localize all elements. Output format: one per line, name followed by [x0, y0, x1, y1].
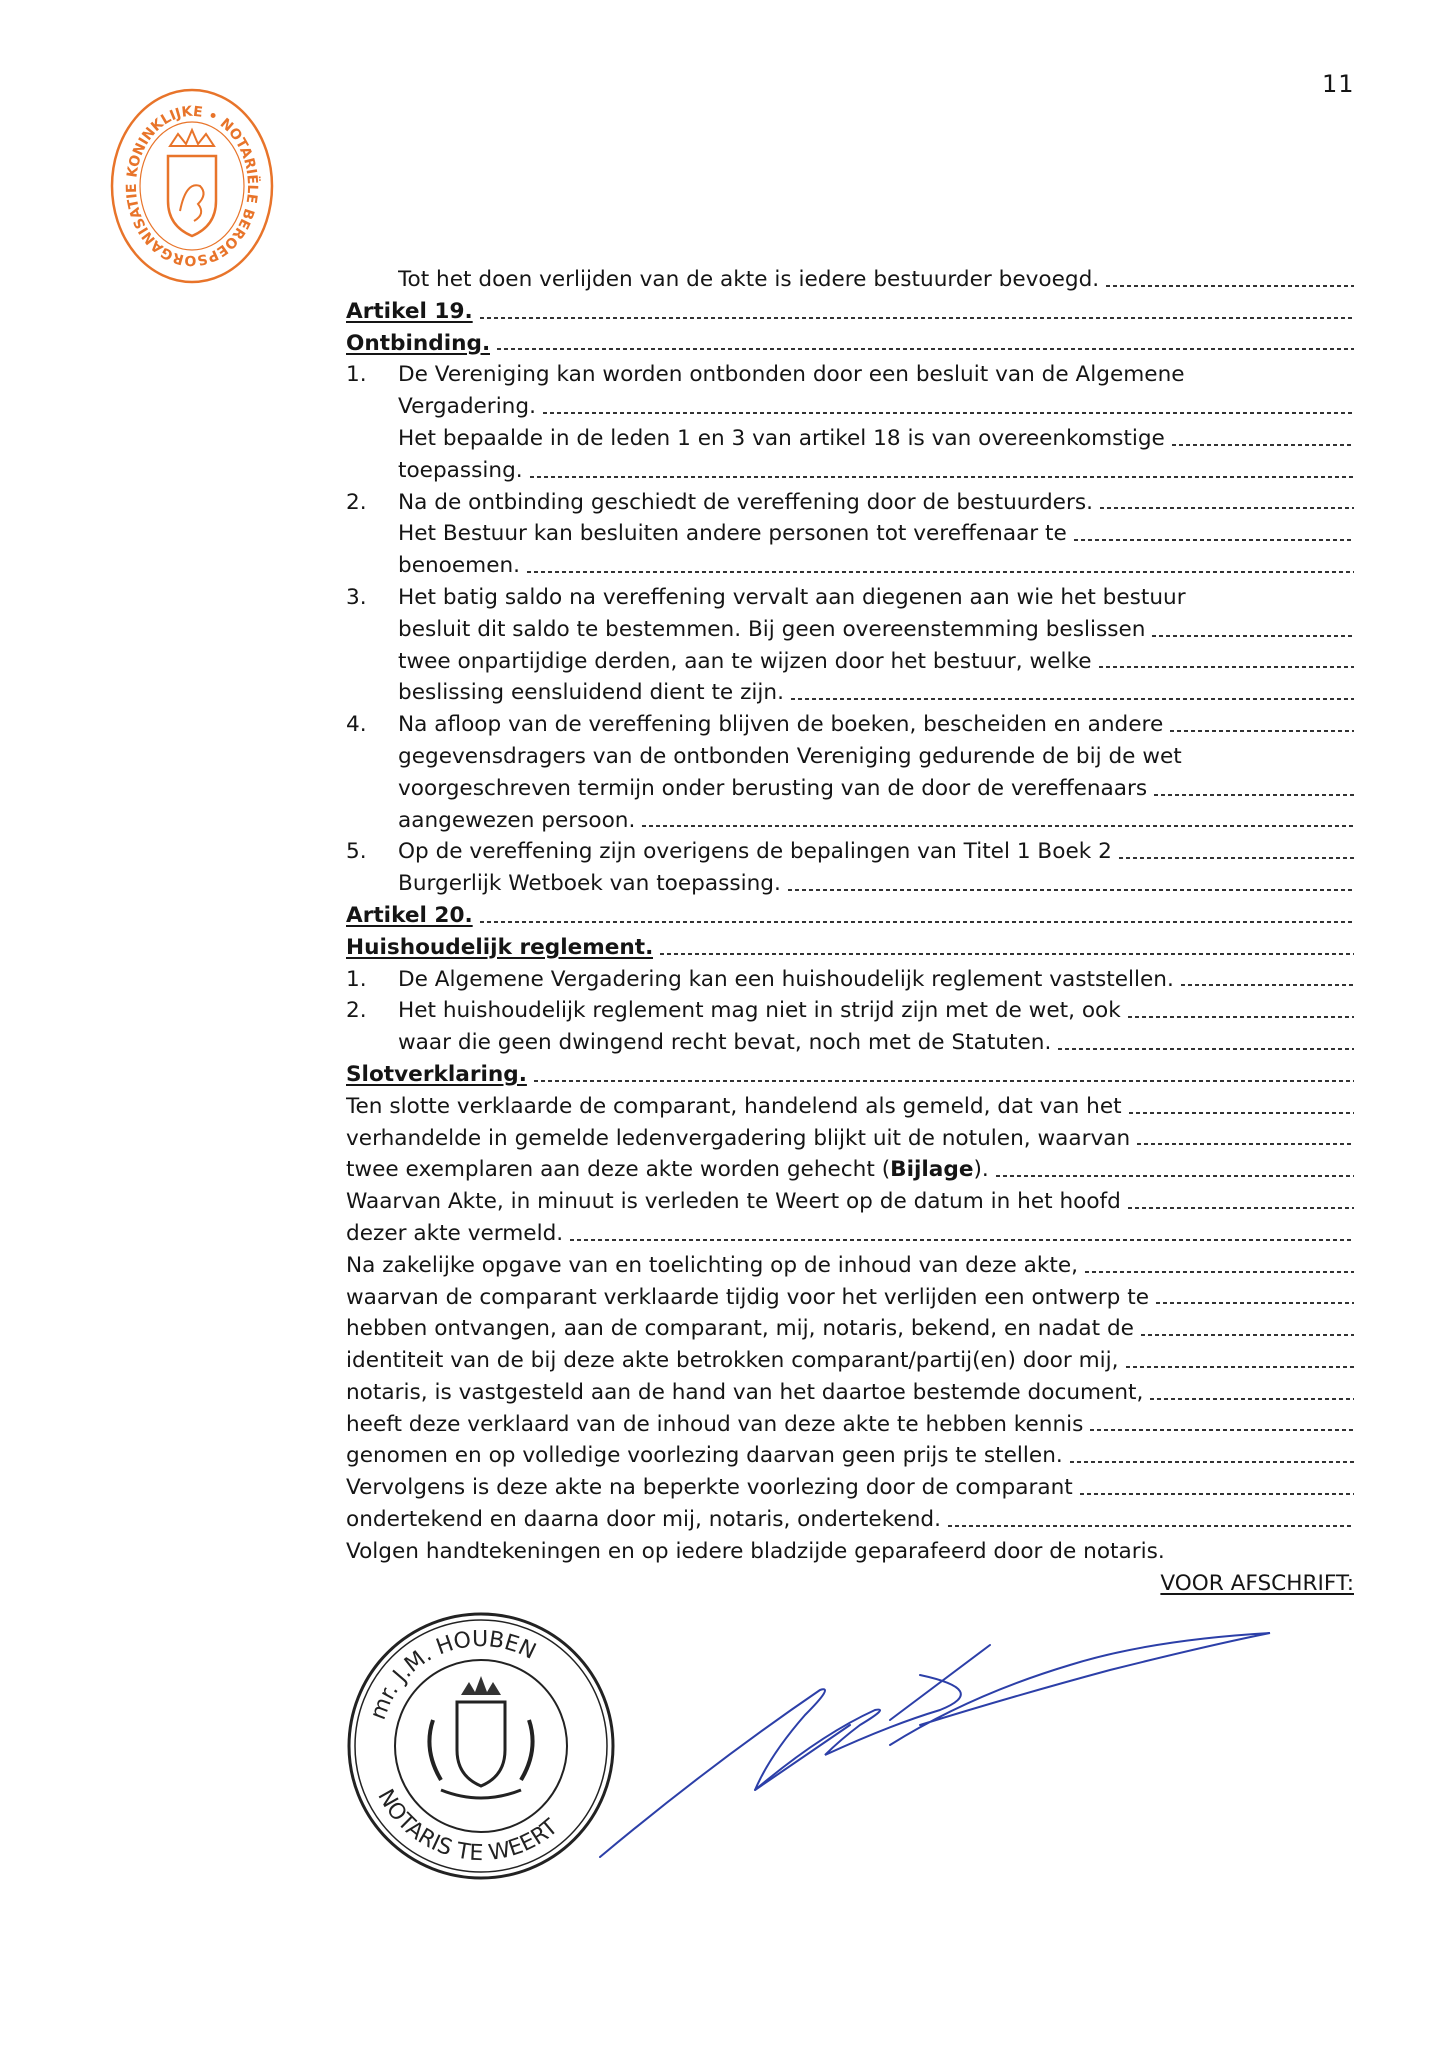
text-line [346, 868, 1354, 900]
line-text: dezer akte vermeld. [346, 1220, 564, 1246]
dash-filler [543, 412, 1354, 414]
text-line [346, 264, 1354, 296]
line-text: Artikel 19. [346, 298, 473, 324]
list-number: 4. [346, 712, 367, 738]
line-text: Na zakelijke opgave van en toelichting op de inhoud van deze akte, [346, 1252, 1079, 1278]
dash-filler [1172, 444, 1354, 446]
dash-filler [1154, 794, 1354, 796]
dash-filler [1126, 1366, 1354, 1368]
line-text: twee onpartijdige derden, aan te wijzen door het bestuur, welke [398, 648, 1092, 674]
line-text: Waarvan Akte, in minuut is verleden te Weert op de datum in het hoofd [346, 1189, 1121, 1215]
dash-filler [1156, 1302, 1354, 1304]
line-text: toepassing. [398, 457, 523, 483]
text-line [346, 1472, 1354, 1504]
page-number: 11 [1322, 70, 1355, 98]
text-line [346, 1568, 1354, 1600]
dash-filler [497, 348, 1354, 350]
dash-filler [1058, 1048, 1354, 1050]
dash-filler [1150, 1398, 1354, 1400]
line-text: heeft deze verklaard van de inhoud van deze akte te hebben kennis [346, 1411, 1084, 1437]
text-line [346, 1536, 1354, 1568]
text-line [346, 1377, 1354, 1409]
line-text: Op de vereffening zijn overigens de bepalingen van Titel 1 Boek 2 [398, 839, 1112, 865]
text-line [346, 709, 1354, 741]
line-text: waar die geen dwingend recht bevat, noch met de Statuten. [398, 1030, 1052, 1056]
line-text: Artikel 20. [346, 902, 473, 928]
line-text: ondertekend en daarna door mij, notaris, ondertekend. [346, 1507, 941, 1533]
dash-filler [1070, 1461, 1354, 1463]
line-text: Tot het doen verlijden van de akte is iedere bestuurder bevoegd. [398, 267, 1100, 292]
text-line [346, 1313, 1354, 1345]
line-text: benoemen. [398, 553, 521, 579]
dash-filler [1085, 1271, 1354, 1273]
dash-filler [1181, 984, 1354, 986]
text-line [346, 1123, 1354, 1155]
dash-filler [570, 1239, 1354, 1241]
dash-filler [1080, 1493, 1354, 1495]
text-line [346, 1250, 1354, 1282]
dash-filler [788, 889, 1354, 891]
line-text: De Algemene Vergadering kan een huishoudelijk reglement vaststellen. [398, 966, 1174, 992]
text-line [346, 1027, 1354, 1059]
line-text: waarvan de comparant verklaarde tijdig voor het verlijden een ontwerp te [346, 1284, 1149, 1310]
line-text: gegevensdragers van de ontbonden Vereniging gedurende de bij de wet [398, 743, 1182, 769]
bijlage-bold: Bijlage [890, 1157, 974, 1183]
dash-filler [1100, 507, 1354, 509]
line-text: Volgen handtekeningen en op iedere bladzijde geparafeerd door de notaris. [346, 1538, 1165, 1564]
section-heading [346, 1059, 1354, 1091]
section-heading [346, 296, 1354, 328]
line-text: Huishoudelijk reglement. [346, 934, 654, 960]
dash-filler [1141, 1334, 1354, 1336]
text-line [346, 646, 1354, 678]
line-text: Na afloop van de vereffening blijven de boeken, bescheiden en andere [398, 712, 1164, 738]
section-heading [346, 900, 1354, 932]
text-line [346, 1154, 1354, 1186]
text-line [346, 487, 1354, 519]
text-line [346, 582, 1354, 614]
line-text: Het bepaalde in de leden 1 en 3 van artikel 18 is van overeenkomstige [398, 425, 1165, 451]
line-text: notaris, is vastgesteld aan de hand van het daartoe bestemde document, [346, 1379, 1144, 1405]
line-text: besluit dit saldo te bestemmen. Bij geen overeenstemming beslissen [398, 616, 1146, 642]
deed-body [346, 264, 1354, 1599]
text-line [346, 1504, 1354, 1536]
text-line [346, 550, 1354, 582]
notary-seal-bottom-text: NOTARIS TE WEERT [372, 1785, 563, 1867]
line-text: hebben ontvangen, aan de comparant, mij, notaris, bekend, en nadat de [346, 1316, 1134, 1342]
line-text: Het batig saldo na vereffening vervalt aan diegenen aan wie het bestuur [398, 584, 1186, 610]
text-line [346, 836, 1354, 868]
text-line [346, 391, 1354, 423]
notary-seal-stamp [345, 1610, 617, 1882]
dash-filler [1128, 1207, 1354, 1209]
dash-filler [480, 317, 1354, 319]
dash-filler [534, 1080, 1354, 1082]
text-line [346, 423, 1354, 455]
section-heading [346, 328, 1354, 360]
line-text: beslissing eensluidend dient te zijn. [398, 680, 784, 706]
line-text: verhandelde in gemelde ledenvergadering blijkt uit de notulen, waarvan [346, 1125, 1131, 1151]
dash-filler [1074, 539, 1354, 541]
svg-text:KONINKLIJKE • NOTARIËLE BEROEP: KONINKLIJKE • NOTARIËLE BEROEPSORGANISATIE [123, 103, 261, 269]
line-text: Slotverklaring. [346, 1061, 527, 1087]
dash-filler [1152, 635, 1354, 637]
text-line [346, 614, 1354, 646]
list-number: 5. [346, 839, 367, 865]
line-text: aangewezen persoon. [398, 807, 636, 833]
svg-text:mr. J.M. HOUBEN [366, 1627, 540, 1723]
text-line [346, 1186, 1354, 1218]
dash-filler [791, 698, 1354, 700]
dash-filler [527, 571, 1354, 573]
list-number: 1. [346, 362, 367, 388]
line-text-after: ). [973, 1157, 989, 1183]
dash-filler [1090, 1429, 1354, 1431]
dash-filler [996, 1175, 1354, 1177]
dash-filler [1099, 666, 1355, 668]
line-text: Na de ontbinding geschiedt de vereffening door de bestuurders. [398, 489, 1093, 515]
dash-filler [948, 1525, 1354, 1527]
dash-filler [1170, 730, 1354, 732]
text-line [346, 1091, 1354, 1123]
kno-seal-logo [108, 86, 276, 286]
dash-filler [1129, 1112, 1354, 1114]
line-text: Vergadering. [398, 394, 536, 420]
list-number: 3. [346, 584, 367, 610]
line-text [346, 1154, 989, 1186]
line-text: VOOR AFSCHRIFT: [1160, 1570, 1354, 1596]
dash-filler [530, 476, 1354, 478]
line-text: Ten slotte verklaarde de comparant, handelend als gemeld, dat van het [346, 1093, 1122, 1119]
dash-filler [642, 825, 1354, 827]
list-number: 1. [346, 966, 367, 992]
line-text: De Vereniging kan worden ontbonden door een besluit van de Algemene [398, 362, 1185, 388]
dash-filler [1137, 1143, 1354, 1145]
text-line [346, 741, 1354, 773]
handwritten-signature [590, 1615, 1280, 1865]
text-line [346, 359, 1354, 391]
list-number: 2. [346, 489, 367, 515]
line-text: voorgeschreven termijn onder berusting van de door de vereffenaars [398, 775, 1148, 801]
dash-filler [1106, 285, 1354, 287]
dash-filler [1119, 857, 1354, 859]
text-line [346, 773, 1354, 805]
notary-seal-top-text: mr. J.M. HOUBEN [365, 1626, 540, 1724]
text-line [346, 805, 1354, 837]
line-text: Burgerlijk Wetboek van toepassing. [398, 871, 781, 897]
text-line [346, 518, 1354, 550]
text-line [346, 1218, 1354, 1250]
dash-filler [480, 921, 1354, 923]
list-number: 2. [346, 998, 367, 1024]
text-line [346, 1282, 1354, 1314]
text-line [346, 1440, 1354, 1472]
text-line [346, 1409, 1354, 1441]
text-line [346, 455, 1354, 487]
line-text-before: twee exemplaren aan deze akte worden gehecht ( [346, 1157, 891, 1183]
line-text: genomen en op volledige voorlezing daarvan geen prijs te stellen. [346, 1443, 1063, 1469]
text-line [346, 964, 1354, 996]
line-text: Het Bestuur kan besluiten andere personen tot vereffenaar te [398, 521, 1067, 547]
line-text: Het huishoudelijk reglement mag niet in strijd zijn met de wet, ook [398, 998, 1121, 1024]
dash-filler [660, 953, 1354, 955]
line-text: identiteit van de bij deze akte betrokken comparant/partij(en) door mij, [346, 1348, 1119, 1374]
text-line [346, 1345, 1354, 1377]
text-line [346, 995, 1354, 1027]
line-text: Vervolgens is deze akte na beperkte voorlezing door de comparant [346, 1475, 1073, 1501]
dash-filler [1128, 1016, 1354, 1018]
line-text: Ontbinding. [346, 330, 491, 356]
section-heading [346, 932, 1354, 964]
text-line [346, 677, 1354, 709]
